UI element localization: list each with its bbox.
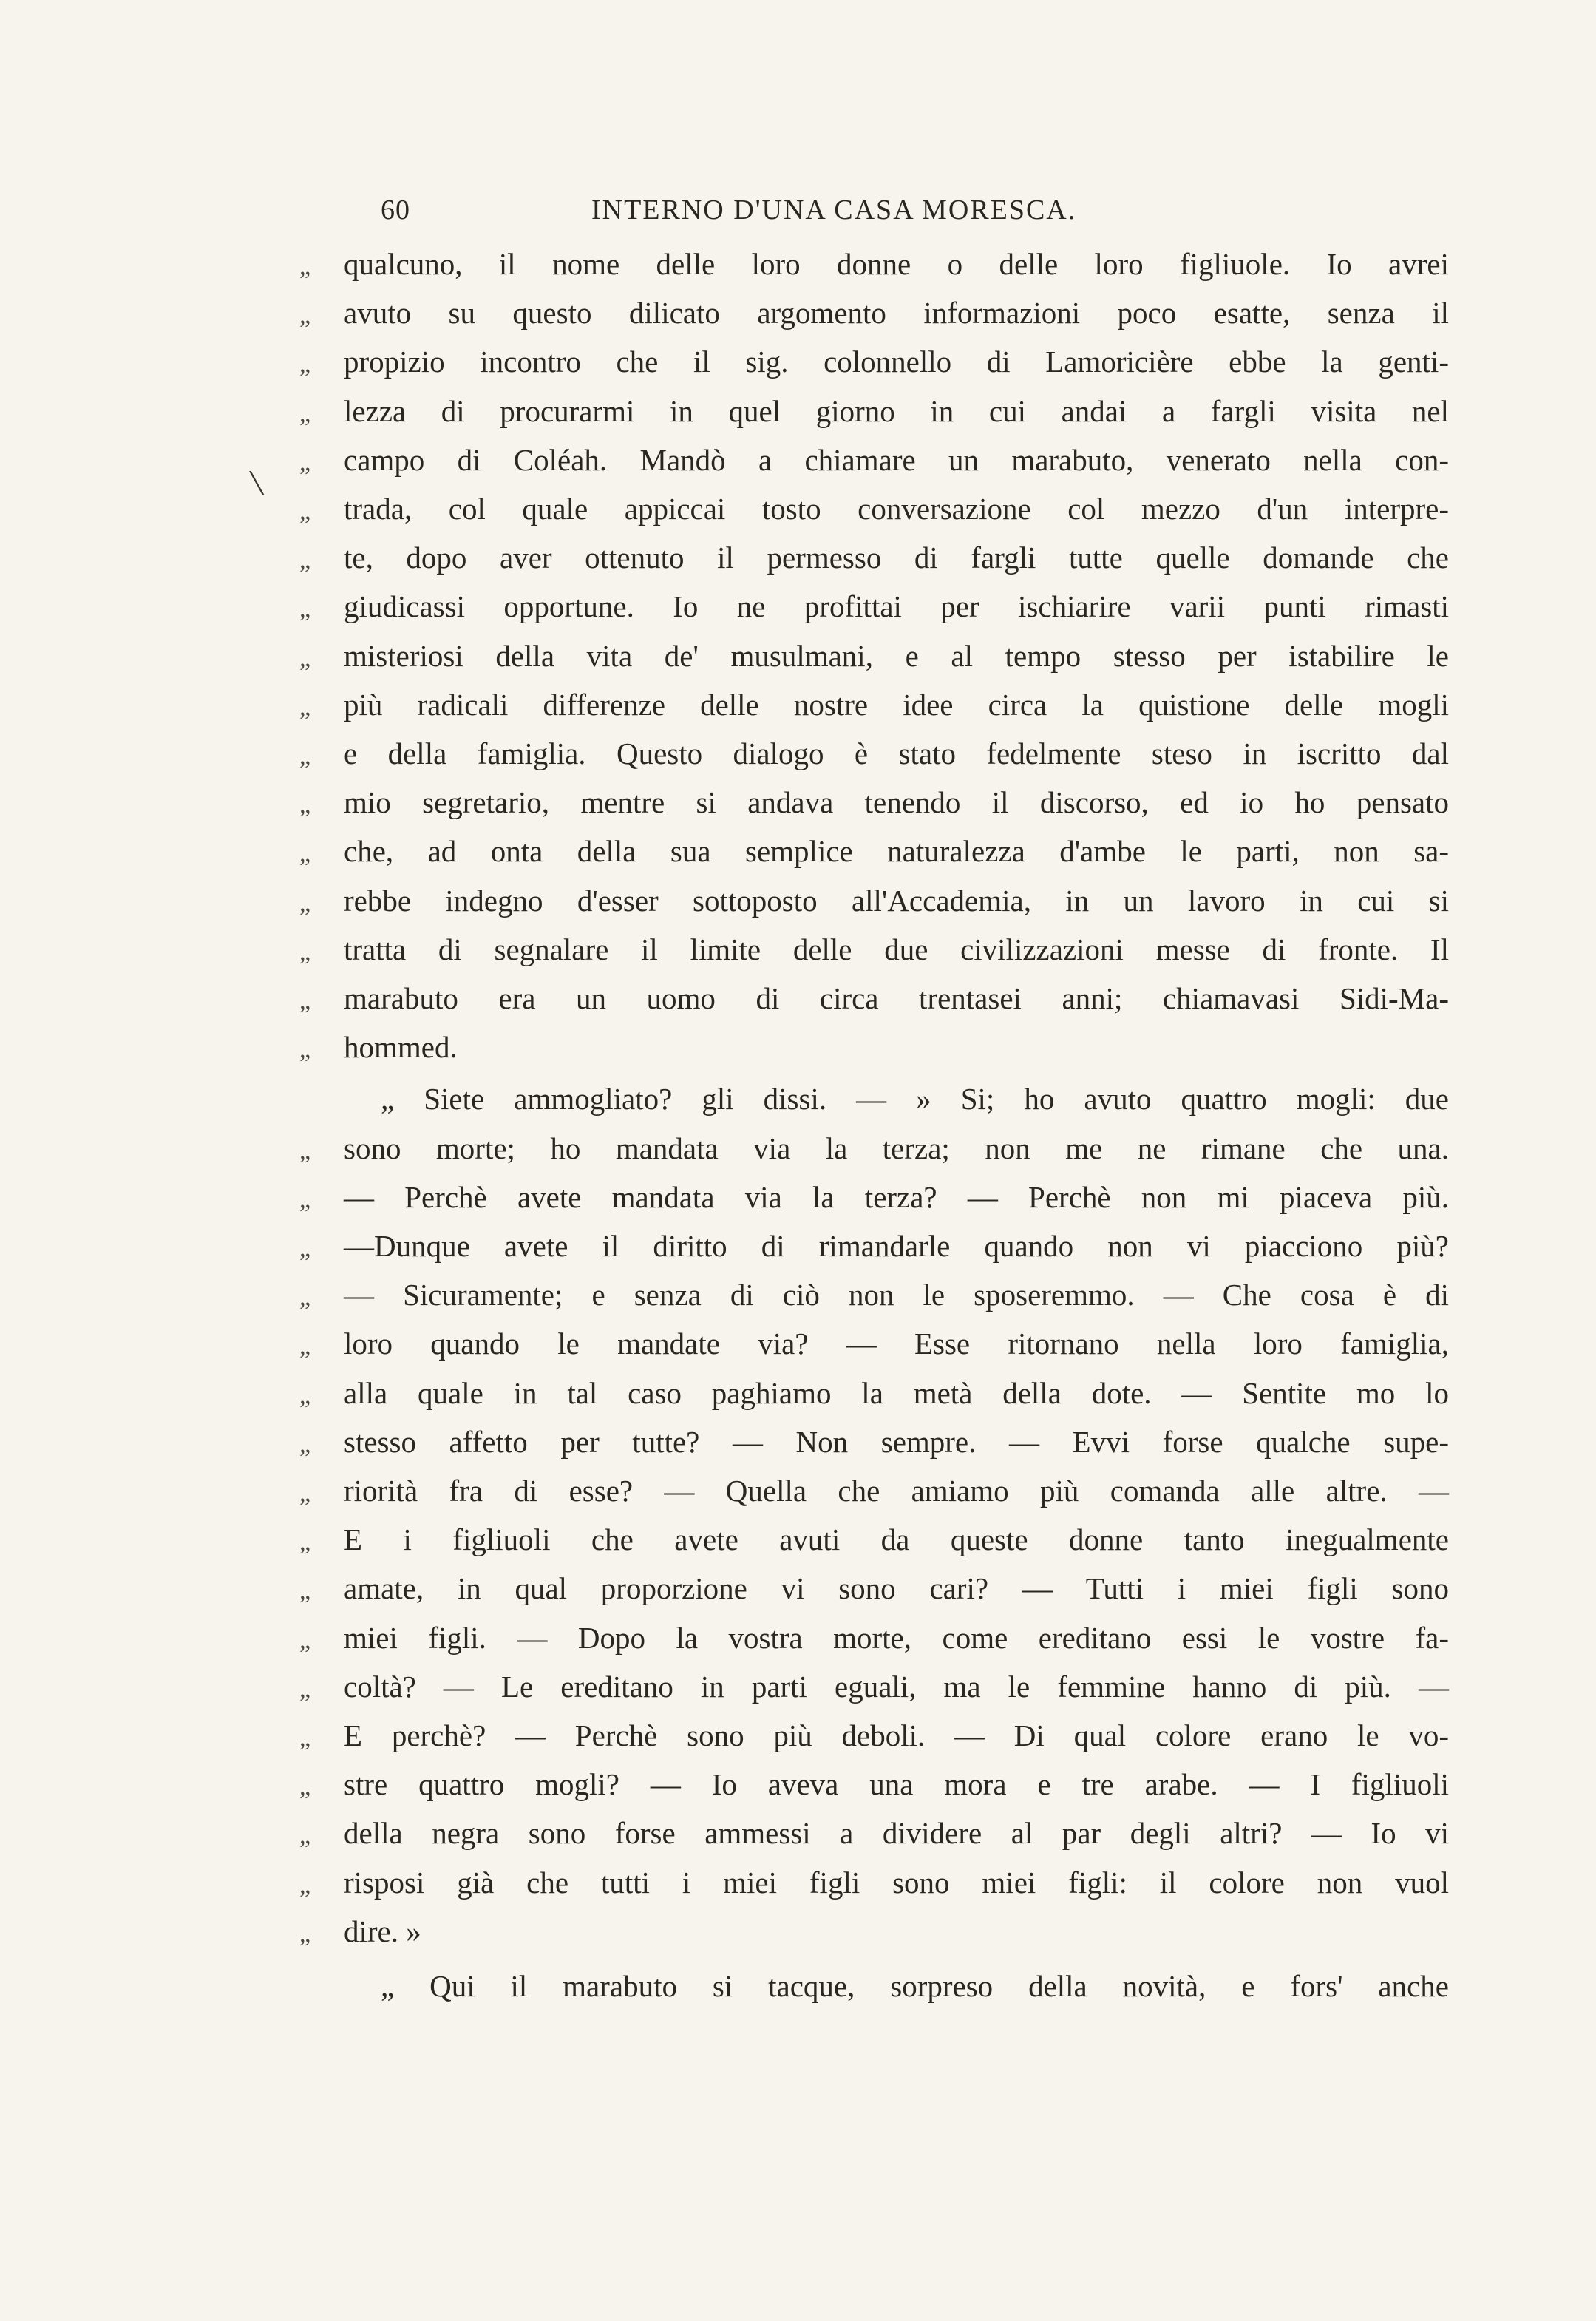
line-text: più radicali differenze delle nostre idee circa la quistione delle mogli — [344, 687, 1449, 722]
line-quote-mark: „ — [299, 546, 311, 575]
line-text: propizio incontro che il sig. colonnello di Lamoricière ebbe la genti- — [344, 345, 1449, 379]
line-text: E i figliuoli che avete avuti da queste donne tanto inegualmente — [344, 1522, 1449, 1557]
line-text: della negra sono forse ammessi a dividere al par degli altri? — Io vi — [344, 1816, 1449, 1851]
line-quote-mark: „ — [299, 1871, 311, 1899]
text-line — [0, 1273, 1596, 1318]
line-quote-mark: „ — [299, 1822, 311, 1850]
line-quote-mark: „ — [299, 1235, 311, 1262]
line-quote-mark: „ — [299, 693, 311, 721]
line-quote-mark: „ — [299, 1724, 311, 1752]
line-text: coltà? — Le ereditano in parti eguali, ma le femmine hanno di più. — — [344, 1669, 1449, 1704]
line-text: marabuto era un uomo di circa trentasei anni; chiamavasi Sidi-Ma- — [344, 981, 1449, 1015]
line-text: „ Qui il marabuto si tacque, sorpreso della novità, e fors' anche — [381, 1969, 1449, 2003]
text-line — [0, 634, 1596, 679]
text-line — [0, 1567, 1596, 1611]
line-quote-mark: „ — [299, 1480, 311, 1507]
page-header — [381, 194, 1238, 231]
text-line — [0, 683, 1596, 728]
line-text: sono morte; ho mandata via la terza; non me ne rimane che una. — [344, 1131, 1449, 1165]
line-text: giudicassi opportune. Io ne profittai per ischiarire varii punti rimasti — [344, 589, 1449, 624]
line-quote-mark: „ — [299, 1430, 311, 1458]
line-text: campo di Coléah. Mandò a chiamare un marabuto, venerato nella con- — [344, 442, 1449, 477]
line-text: „ Siete ammogliato? gli dissi. — » Si; ho avuto quattro mogli: due — [381, 1082, 1449, 1117]
line-text: miei figli. — Dopo la vostra morte, come ereditano essi le vostre fa- — [344, 1620, 1449, 1655]
line-quote-mark: „ — [299, 1675, 311, 1703]
line-text: rebbe indegno d'esser sottoposto all'Accademia, in un lavoro in cui si — [344, 883, 1449, 918]
line-text: amate, in qual proporzione vi sono cari? — Tutti i miei figli sono — [344, 1571, 1449, 1606]
text-line — [0, 291, 1596, 336]
text-line — [0, 243, 1596, 287]
line-quote-mark: „ — [299, 840, 311, 868]
text-line — [0, 585, 1596, 629]
line-quote-mark: „ — [299, 253, 311, 280]
text-line — [0, 928, 1596, 972]
line-quote-mark: „ — [299, 644, 311, 672]
text-line — [0, 487, 1596, 532]
line-quote-mark: „ — [299, 1332, 311, 1361]
line-text: risposi già che tutti i miei figli sono miei figli: il colore non vuol — [344, 1865, 1449, 1900]
line-quote-mark: „ — [299, 1920, 311, 1948]
text-line — [0, 1469, 1596, 1514]
line-text: hommed. — [344, 1030, 458, 1065]
text-line — [0, 1518, 1596, 1562]
text-line — [0, 1026, 1596, 1070]
line-text: misteriosi della vita de' musulmani, e al tempo stesso per istabilire le — [344, 638, 1449, 673]
line-text: alla quale in tal caso paghiamo la metà della dote. — Sentite mo lo — [344, 1375, 1449, 1410]
text-line — [0, 1861, 1596, 1905]
line-quote-mark: „ — [299, 1577, 311, 1605]
text-line — [0, 1127, 1596, 1171]
text-line — [0, 732, 1596, 776]
line-text: tratta di segnalare il limite delle due civilizzazioni messe di fronte. Il — [344, 932, 1449, 966]
line-text: avuto su questo dilicato argomento informazioni poco esatte, senza il — [344, 296, 1449, 331]
text-line — [0, 830, 1596, 874]
text-line — [0, 438, 1596, 483]
line-text: e della famiglia. Questo dialogo è stato fedelmente steso in iscritto dal — [344, 736, 1449, 770]
line-text: stesso affetto per tutte? — Non sempre. — Evvi forse qualche supe- — [344, 1424, 1449, 1459]
text-line — [0, 1372, 1596, 1416]
text-line — [0, 1714, 1596, 1758]
line-quote-mark: „ — [299, 350, 311, 379]
text-line — [0, 536, 1596, 580]
line-text: trada, col quale appiccai tosto conversazione col mezzo d'un interpre- — [344, 492, 1449, 526]
line-quote-mark: „ — [299, 302, 311, 330]
line-text: stre quattro mogli? — Io aveva una mora e tre arabe. — I figliuoli — [344, 1767, 1449, 1802]
line-quote-mark: „ — [299, 399, 311, 427]
text-line — [0, 340, 1596, 384]
text-line — [0, 1322, 1596, 1366]
text-line — [0, 1176, 1596, 1220]
line-quote-mark: „ — [299, 1381, 311, 1409]
line-text: loro quando le mandate via? — Esse ritornano nella loro famiglia, — [344, 1326, 1449, 1361]
line-quote-mark: „ — [299, 595, 311, 623]
text-line — [0, 1665, 1596, 1710]
line-text: E perchè? — Perchè sono più deboli. — Di qual colore erano le vo- — [344, 1718, 1449, 1752]
margin-mark: \ — [248, 461, 266, 505]
line-text: lezza di procurarmi in quel giorno in cui andai a fargli visita nel — [344, 393, 1449, 428]
line-quote-mark: „ — [299, 1626, 311, 1654]
line-text: — Perchè avete mandata via la terza? — Perchè non mi piaceva più. — [344, 1179, 1449, 1214]
line-text: dire. » — [344, 1914, 421, 1948]
line-quote-mark: „ — [299, 1284, 311, 1312]
line-text: te, dopo aver ottenuto il permesso di fargli tutte quelle domande che — [344, 541, 1449, 575]
line-quote-mark: „ — [299, 1136, 311, 1165]
line-quote-mark: „ — [299, 1185, 311, 1213]
line-quote-mark: „ — [299, 791, 311, 819]
text-line — [0, 1224, 1596, 1269]
text-line — [0, 1965, 1596, 2009]
line-quote-mark: „ — [299, 889, 311, 917]
line-text: riorità fra di esse? — Quella che amiamo più comanda alle altre. — — [344, 1474, 1449, 1508]
line-text: che, ad onta della sua semplice naturalezza d'ambe le parti, non sa- — [344, 834, 1449, 869]
text-line — [0, 1616, 1596, 1661]
text-line — [0, 1763, 1596, 1807]
page-number: 60 — [381, 194, 410, 226]
running-head: INTERNO D'UNA CASA MORESCA. — [591, 194, 1077, 226]
line-quote-mark: „ — [299, 742, 311, 770]
text-line — [0, 390, 1596, 434]
text-line — [0, 1420, 1596, 1465]
line-quote-mark: „ — [299, 498, 311, 525]
line-quote-mark: „ — [299, 938, 311, 966]
line-text: —Dunque avete il diritto di rimandarle quando non vi piacciono più? — [344, 1229, 1449, 1263]
line-quote-mark: „ — [299, 1528, 311, 1556]
text-line — [0, 1812, 1596, 1856]
text-line — [0, 781, 1596, 825]
line-text: qualcuno, il nome delle loro donne o delle loro figliuole. Io avrei — [344, 247, 1449, 281]
text-line — [0, 1910, 1596, 1954]
text-line — [0, 1077, 1596, 1122]
text-line — [0, 977, 1596, 1021]
line-text: mio segretario, mentre si andava tenendo il discorso, ed io ho pensato — [344, 785, 1449, 820]
line-quote-mark: „ — [299, 1773, 311, 1801]
line-quote-mark: „ — [299, 448, 311, 476]
text-line — [0, 879, 1596, 924]
line-quote-mark: „ — [299, 1036, 311, 1064]
line-text: — Sicuramente; e senza di ciò non le sposeremmo. — Che cosa è di — [344, 1278, 1449, 1312]
line-quote-mark: „ — [299, 987, 311, 1014]
